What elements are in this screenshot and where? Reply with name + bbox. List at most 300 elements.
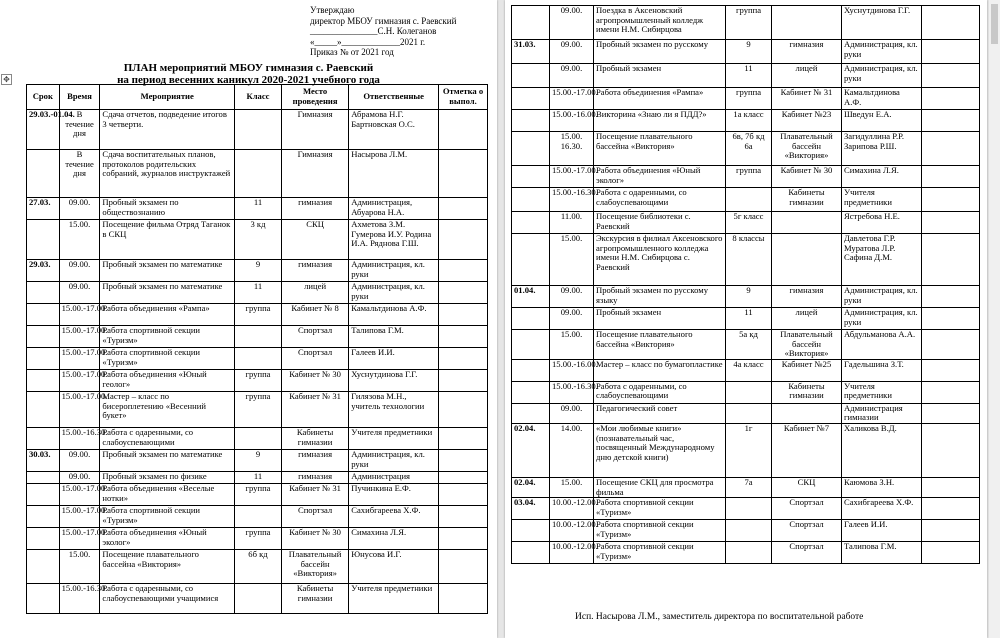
cell-responsible: Сахибгареева Х.Ф.	[842, 498, 922, 520]
cell-date	[27, 348, 60, 370]
schedule-table-right	[511, 5, 980, 564]
cell-done	[922, 308, 980, 330]
cell-date	[512, 188, 550, 212]
cell-date	[512, 166, 550, 188]
col-header-class: Класс	[235, 85, 282, 110]
cell-date	[512, 64, 550, 88]
cell-place: Спортзал	[772, 498, 842, 520]
approval-line: директор МБОУ гимназия с. Раевский	[310, 15, 457, 26]
cell-time: 09.00.	[550, 6, 594, 40]
cell-time: 15.00.-17.00.	[59, 304, 100, 326]
cell-place: Спортзал	[281, 506, 348, 528]
cell-event: Мастер – класс по бисероплетению «Весенний букет»	[100, 392, 235, 428]
cell-responsible: Симахина Л.Я.	[842, 166, 922, 188]
cell-event: Работа объединения «Юный эколог»	[100, 528, 235, 550]
cell-event: Работа объединения «Рампа»	[100, 304, 235, 326]
cell-responsible: Администрация, кл. руки	[349, 450, 439, 472]
table-row	[27, 304, 488, 326]
cell-time: 15.00.-17.00.	[59, 326, 100, 348]
cell-time: 15.00.-17.00.	[59, 484, 100, 506]
cell-responsible: Администрация	[349, 472, 439, 484]
cell-responsible: Администрация, кл. руки	[349, 260, 439, 282]
cell-done	[439, 584, 488, 614]
cell-event: Пробный экзамен по русскому языку	[594, 286, 726, 308]
cell-done	[922, 188, 980, 212]
cell-date	[27, 150, 60, 198]
cell-time: 15.00.-17.00.	[59, 528, 100, 550]
cell-event: Посещение плавательного бассейна «Виктория»	[594, 132, 726, 166]
table-row	[512, 286, 980, 308]
cell-event: Викторина «Знаю ли я ПДД?»	[594, 110, 726, 132]
cell-class	[235, 150, 282, 198]
cell-date	[27, 472, 60, 484]
cell-place	[772, 403, 842, 423]
cell-place: лицей	[772, 64, 842, 88]
cell-event: Работа спортивной секции «Туризм»	[100, 348, 235, 370]
cell-date	[27, 584, 60, 614]
table-row	[512, 88, 980, 110]
cell-place: Спортзал	[772, 542, 842, 564]
cell-event: Работа с одаренными, со слабоуспевающими	[594, 381, 726, 403]
cell-responsible: Хуснутдинова Г.Г.	[349, 370, 439, 392]
cell-place: Спортзал	[281, 348, 348, 370]
cell-time: 15.00.	[550, 234, 594, 286]
schedule-body-right	[512, 6, 980, 564]
cell-event: Работа спортивной секции «Туризм»	[594, 542, 726, 564]
cell-done	[439, 220, 488, 260]
cell-event: Работа объединения «Рампа»	[594, 88, 726, 110]
cell-place: Кабинеты гимназии	[772, 381, 842, 403]
table-row	[27, 472, 488, 484]
cell-responsible: Симахина Л.Я.	[349, 528, 439, 550]
cell-event: Пробный экзамен по математике	[100, 282, 235, 304]
cell-time: 09.00.	[550, 64, 594, 88]
cell-date	[27, 550, 60, 584]
cell-done	[439, 150, 488, 198]
cell-class: 9	[235, 260, 282, 282]
cell-done	[922, 110, 980, 132]
cell-time: 09.00.	[550, 286, 594, 308]
cell-date	[27, 428, 60, 450]
cell-responsible: Хуснутдинова Г.Г.	[842, 6, 922, 40]
cell-class	[726, 520, 772, 542]
table-row	[512, 359, 980, 381]
cell-responsible: Учителя предметники	[349, 584, 439, 614]
table-row	[27, 550, 488, 584]
cell-class	[726, 498, 772, 520]
cell-event: Работа объединения «Юный эколог»	[594, 166, 726, 188]
table-move-handle-icon[interactable]: ✥	[1, 74, 12, 85]
cell-class: 5а кд	[726, 330, 772, 360]
cell-class: группа	[235, 392, 282, 428]
cell-responsible: Шведун Е.А.	[842, 110, 922, 132]
cell-time: 11.00.	[550, 212, 594, 234]
cell-place: Кабинет № 8	[281, 304, 348, 326]
cell-event: Работа с одаренными, со слабоуспевающими	[100, 428, 235, 450]
cell-responsible: Администрация, кл. руки	[842, 40, 922, 64]
cell-time: 15.00.	[59, 220, 100, 260]
cell-event: Работа спортивной секции «Туризм»	[100, 326, 235, 348]
cell-place: гимназия	[281, 260, 348, 282]
cell-class: 11	[726, 64, 772, 88]
cell-class: группа	[235, 304, 282, 326]
cell-place	[772, 6, 842, 40]
col-header-date: Срок	[27, 85, 60, 110]
cell-responsible: Талипова Г.М.	[842, 542, 922, 564]
col-header-responsible: Ответственные	[349, 85, 439, 110]
cell-done	[439, 484, 488, 506]
cell-time: 15.00.-17.00.	[550, 166, 594, 188]
cell-event: Поездка в Аксеновский агропромышленный колледж имени Н.М. Сибирцова	[594, 6, 726, 40]
cell-class	[235, 348, 282, 370]
table-row	[27, 392, 488, 428]
cell-done	[439, 326, 488, 348]
cell-responsible: Администрация, Абуарова Н.А.	[349, 198, 439, 220]
cell-time: 15.00.-17.00.	[59, 370, 100, 392]
cell-date	[512, 132, 550, 166]
vertical-scrollbar[interactable]	[989, 0, 1000, 638]
cell-responsible: Учителя предметники	[349, 428, 439, 450]
cell-place: Кабинет № 30	[772, 166, 842, 188]
schedule-table-left	[26, 84, 488, 614]
cell-date	[27, 370, 60, 392]
cell-event: Работа с одаренными, со слабоуспевающими	[594, 188, 726, 212]
cell-class: 7а	[726, 477, 772, 497]
approval-line: Приказ № от 2021 год	[310, 47, 394, 57]
cell-done	[922, 359, 980, 381]
cell-date	[27, 220, 60, 260]
table-row	[512, 6, 980, 40]
cell-class: группа	[235, 528, 282, 550]
cell-responsible: Ахметова З.М. Гумерова И.У. Родина И.А. Ряднова Г.Ш.	[349, 220, 439, 260]
plan-title	[0, 62, 497, 86]
cell-place: Кабинет №7	[772, 423, 842, 477]
approval-line: «_____»_____________2021 г.	[310, 36, 426, 47]
cell-time: 10.00.-12.00.	[550, 498, 594, 520]
cell-responsible: Камальтдинова А.Ф.	[842, 88, 922, 110]
cell-class: 9	[726, 40, 772, 64]
cell-place: гимназия	[281, 450, 348, 472]
cell-class: 11	[235, 198, 282, 220]
cell-event: «Мои любимые книги» (познавательный час, посвященный Международному дню детской книги)	[594, 423, 726, 477]
cell-date: 30.03.	[27, 450, 60, 472]
cell-class	[235, 506, 282, 528]
table-row	[512, 132, 980, 166]
cell-event: Мастер – класс по бумагопластике	[594, 359, 726, 381]
table-row	[512, 212, 980, 234]
cell-responsible: Гилязова М.Н., учитель технологии	[349, 392, 439, 428]
cell-responsible: Абдульманова А.А.	[842, 330, 922, 360]
table-row	[512, 40, 980, 64]
table-row	[512, 330, 980, 360]
cell-class	[726, 188, 772, 212]
cell-done	[922, 286, 980, 308]
cell-class: 9	[235, 450, 282, 472]
cell-place: Кабинеты гимназии	[772, 188, 842, 212]
cell-date	[512, 308, 550, 330]
cell-done	[439, 428, 488, 450]
table-row	[27, 220, 488, 260]
cell-time: 09.00.	[59, 472, 100, 484]
cell-responsible: Администрация, кл. руки	[842, 64, 922, 88]
cell-responsible: Абрамова Н.Г. Бартновская О.С.	[349, 110, 439, 150]
table-row	[512, 188, 980, 212]
cell-time: 15.00.-17.00.	[59, 506, 100, 528]
cell-done	[439, 472, 488, 484]
cell-date	[27, 484, 60, 506]
cell-place: Кабинет № 30	[281, 370, 348, 392]
cell-done	[439, 260, 488, 282]
cell-event: Работа спортивной секции «Туризм»	[594, 498, 726, 520]
cell-date: 02.04.	[512, 423, 550, 477]
cell-place: Спортзал	[772, 520, 842, 542]
cell-class	[726, 381, 772, 403]
cell-responsible: Администрация, кл. руки	[842, 286, 922, 308]
cell-class: 3 кд	[235, 220, 282, 260]
cell-responsible: Юнусова И.Г.	[349, 550, 439, 584]
cell-event: Пробный экзамен	[594, 64, 726, 88]
cell-event: Посещение плавательного бассейна «Виктория»	[100, 550, 235, 584]
cell-date: 31.03.	[512, 40, 550, 64]
cell-place: Плавательный бассейн «Виктория»	[772, 132, 842, 166]
cell-date: 01.04.	[512, 286, 550, 308]
cell-class: 8 классы	[726, 234, 772, 286]
cell-class: группа	[726, 6, 772, 40]
cell-class	[726, 542, 772, 564]
cell-time: 15.00.-16.30.	[59, 584, 100, 614]
cell-place: лицей	[281, 282, 348, 304]
cell-time: В течение дня	[59, 150, 100, 198]
cell-date	[512, 234, 550, 286]
plan-title-line: ПЛАН мероприятий МБОУ гимназия с. Раевский	[123, 62, 374, 74]
table-row	[512, 423, 980, 477]
cell-time: 15.00.-16.30.	[59, 428, 100, 450]
cell-event: Работа спортивной секции «Туризм»	[594, 520, 726, 542]
cell-date	[27, 304, 60, 326]
table-row	[27, 484, 488, 506]
col-header-event: Мероприятие	[100, 85, 235, 110]
cell-date	[512, 520, 550, 542]
cell-date	[27, 326, 60, 348]
cell-event: Работа объединения «Юный геолог»	[100, 370, 235, 392]
cell-class: 1а класс	[726, 110, 772, 132]
cell-done	[439, 282, 488, 304]
cell-event: Пробный экзамен по математике	[100, 260, 235, 282]
cell-date: 29.03.-01.04.	[27, 110, 60, 150]
cell-date	[512, 212, 550, 234]
cell-place: Кабинет № 31	[772, 88, 842, 110]
cell-place: Гимназия	[281, 110, 348, 150]
cell-responsible: Галеев И.И.	[349, 348, 439, 370]
cell-time: 09.00.	[550, 308, 594, 330]
table-row	[512, 477, 980, 497]
cell-place: лицей	[772, 308, 842, 330]
cell-done	[922, 166, 980, 188]
cell-place: Кабинет № 30	[281, 528, 348, 550]
table-row	[512, 234, 980, 286]
table-row	[512, 308, 980, 330]
cell-done	[439, 392, 488, 428]
cell-time: 09.00.	[550, 403, 594, 423]
cell-done	[922, 477, 980, 497]
cell-place: гимназия	[281, 198, 348, 220]
cell-date	[27, 282, 60, 304]
cell-time: 15.00.-16.00.	[550, 110, 594, 132]
cell-class: группа	[726, 166, 772, 188]
table-row	[512, 520, 980, 542]
cell-time: 15.00.-17.00.	[550, 88, 594, 110]
approval-line: Утверждаю	[310, 5, 355, 15]
cell-done	[439, 370, 488, 392]
cell-done	[439, 304, 488, 326]
table-row	[27, 528, 488, 550]
cell-place: гимназия	[772, 286, 842, 308]
cell-done	[922, 423, 980, 477]
cell-time: 15.00.-17.00.	[59, 348, 100, 370]
cell-date: 29.03.	[27, 260, 60, 282]
cell-done	[439, 110, 488, 150]
cell-event: Посещение библиотеки с. Раевский	[594, 212, 726, 234]
cell-date	[27, 506, 60, 528]
col-header-done: Отметка о выпол.	[439, 85, 488, 110]
cell-place	[772, 212, 842, 234]
table-row	[27, 584, 488, 614]
cell-done	[439, 348, 488, 370]
cell-event: Работа объединения «Веселые нотки»	[100, 484, 235, 506]
cell-responsible: Галеев И.И.	[842, 520, 922, 542]
cell-event: Пробный экзамен по физике	[100, 472, 235, 484]
cell-place: Плавательный бассейн «Виктория»	[281, 550, 348, 584]
cell-done	[922, 64, 980, 88]
cell-done	[439, 506, 488, 528]
table-row	[512, 381, 980, 403]
cell-event: Сдача воспитательных планов, протоколов родительских собраний, журналов инструктажей	[100, 150, 235, 198]
cell-done	[922, 88, 980, 110]
cell-date	[27, 528, 60, 550]
cell-place: Кабинет №25	[772, 359, 842, 381]
cell-class: 5г класс	[726, 212, 772, 234]
cell-place: Плавательный бассейн «Виктория»	[772, 330, 842, 360]
plan-title-line: на период весенних каникул 2020-2021 учебного года	[117, 74, 380, 86]
cell-done	[922, 212, 980, 234]
cell-date	[512, 330, 550, 360]
cell-responsible: Каюмова З.Н.	[842, 477, 922, 497]
cell-time: 15.00.	[550, 477, 594, 497]
table-row	[27, 506, 488, 528]
cell-date: 02.04.	[512, 477, 550, 497]
cell-place: Кабинет № 31	[281, 392, 348, 428]
cell-event: Пробный экзамен по математике	[100, 450, 235, 472]
cell-time: 10.00.-12.00.	[550, 520, 594, 542]
cell-responsible: Ястребова Н.Е.	[842, 212, 922, 234]
table-row	[27, 370, 488, 392]
cell-time: 15.00.-17.00.	[59, 392, 100, 428]
cell-class: группа	[726, 88, 772, 110]
table-row	[27, 198, 488, 220]
cell-date	[512, 542, 550, 564]
cell-time: 14.00.	[550, 423, 594, 477]
table-row	[27, 428, 488, 450]
col-header-place: Место проведения	[281, 85, 348, 110]
table-row	[27, 110, 488, 150]
cell-responsible: Камальтдинова А.Ф.	[349, 304, 439, 326]
cell-event: Сдача отчетов, подведение итогов 3 четверти.	[100, 110, 235, 150]
cell-class: 1г	[726, 423, 772, 477]
col-header-time: Время	[59, 85, 100, 110]
cell-class	[235, 110, 282, 150]
cell-responsible: Талипова Г.М.	[349, 326, 439, 348]
cell-responsible: Халикова В.Д.	[842, 423, 922, 477]
cell-date: 27.03.	[27, 198, 60, 220]
table-row	[27, 260, 488, 282]
table-row	[27, 326, 488, 348]
table-row	[27, 282, 488, 304]
table-row	[512, 403, 980, 423]
cell-done	[439, 450, 488, 472]
table-row	[27, 150, 488, 198]
cell-date: 03.04.	[512, 498, 550, 520]
cell-class: 9	[726, 286, 772, 308]
cell-time: 09.00.	[59, 198, 100, 220]
cell-class: группа	[235, 484, 282, 506]
cell-time: В течение дня	[59, 110, 100, 150]
cell-done	[922, 330, 980, 360]
cell-done	[922, 403, 980, 423]
cell-done	[922, 520, 980, 542]
cell-responsible: Давлетова Г.Р. Муратова Л.Р. Сафина Д.М.	[842, 234, 922, 286]
cell-done	[922, 381, 980, 403]
cell-place: Кабинеты гимназии	[281, 584, 348, 614]
cell-responsible: Гадельшина З.Т.	[842, 359, 922, 381]
cell-time: 09.00.	[59, 450, 100, 472]
cell-event: Посещение СКЦ для просмотра фильма	[594, 477, 726, 497]
document-page-left	[0, 0, 497, 638]
cell-place: гимназия	[281, 472, 348, 484]
cell-place	[772, 234, 842, 286]
cell-responsible: Насырова Л.М.	[349, 150, 439, 198]
cell-time: 09.00.	[550, 40, 594, 64]
table-header-row	[27, 85, 488, 110]
cell-place: Гимназия	[281, 150, 348, 198]
cell-date	[512, 403, 550, 423]
cell-date	[512, 359, 550, 381]
cell-responsible: Учителя предметники	[842, 381, 922, 403]
cell-class	[726, 403, 772, 423]
scrollbar-thumb[interactable]	[991, 4, 998, 44]
cell-place: Кабинет № 31	[281, 484, 348, 506]
table-row	[512, 64, 980, 88]
footer-note: Исп. Насырова Л.М., заместитель директора по воспитательной работе	[575, 612, 864, 622]
cell-done	[922, 234, 980, 286]
cell-done	[922, 542, 980, 564]
cell-event: Работа спортивной секции «Туризм»	[100, 506, 235, 528]
cell-time: 09.00.	[59, 282, 100, 304]
cell-done	[922, 40, 980, 64]
cell-class: 4а класс	[726, 359, 772, 381]
cell-class: 11	[726, 308, 772, 330]
cell-responsible: Администрация, кл. руки	[842, 308, 922, 330]
cell-done	[922, 132, 980, 166]
cell-done	[922, 6, 980, 40]
cell-time: 10.00.-12.00.	[550, 542, 594, 564]
cell-place: СКЦ	[772, 477, 842, 497]
cell-class: 11	[235, 472, 282, 484]
cell-date	[512, 6, 550, 40]
cell-event: Экскурсия в филиал Аксеновского агропромышленного колледжа имени Н.М. Сибирцова с. Раевский	[594, 234, 726, 286]
cell-date	[512, 381, 550, 403]
cell-time: 15.00.	[550, 330, 594, 360]
cell-responsible: Сахибгареева Х.Ф.	[349, 506, 439, 528]
